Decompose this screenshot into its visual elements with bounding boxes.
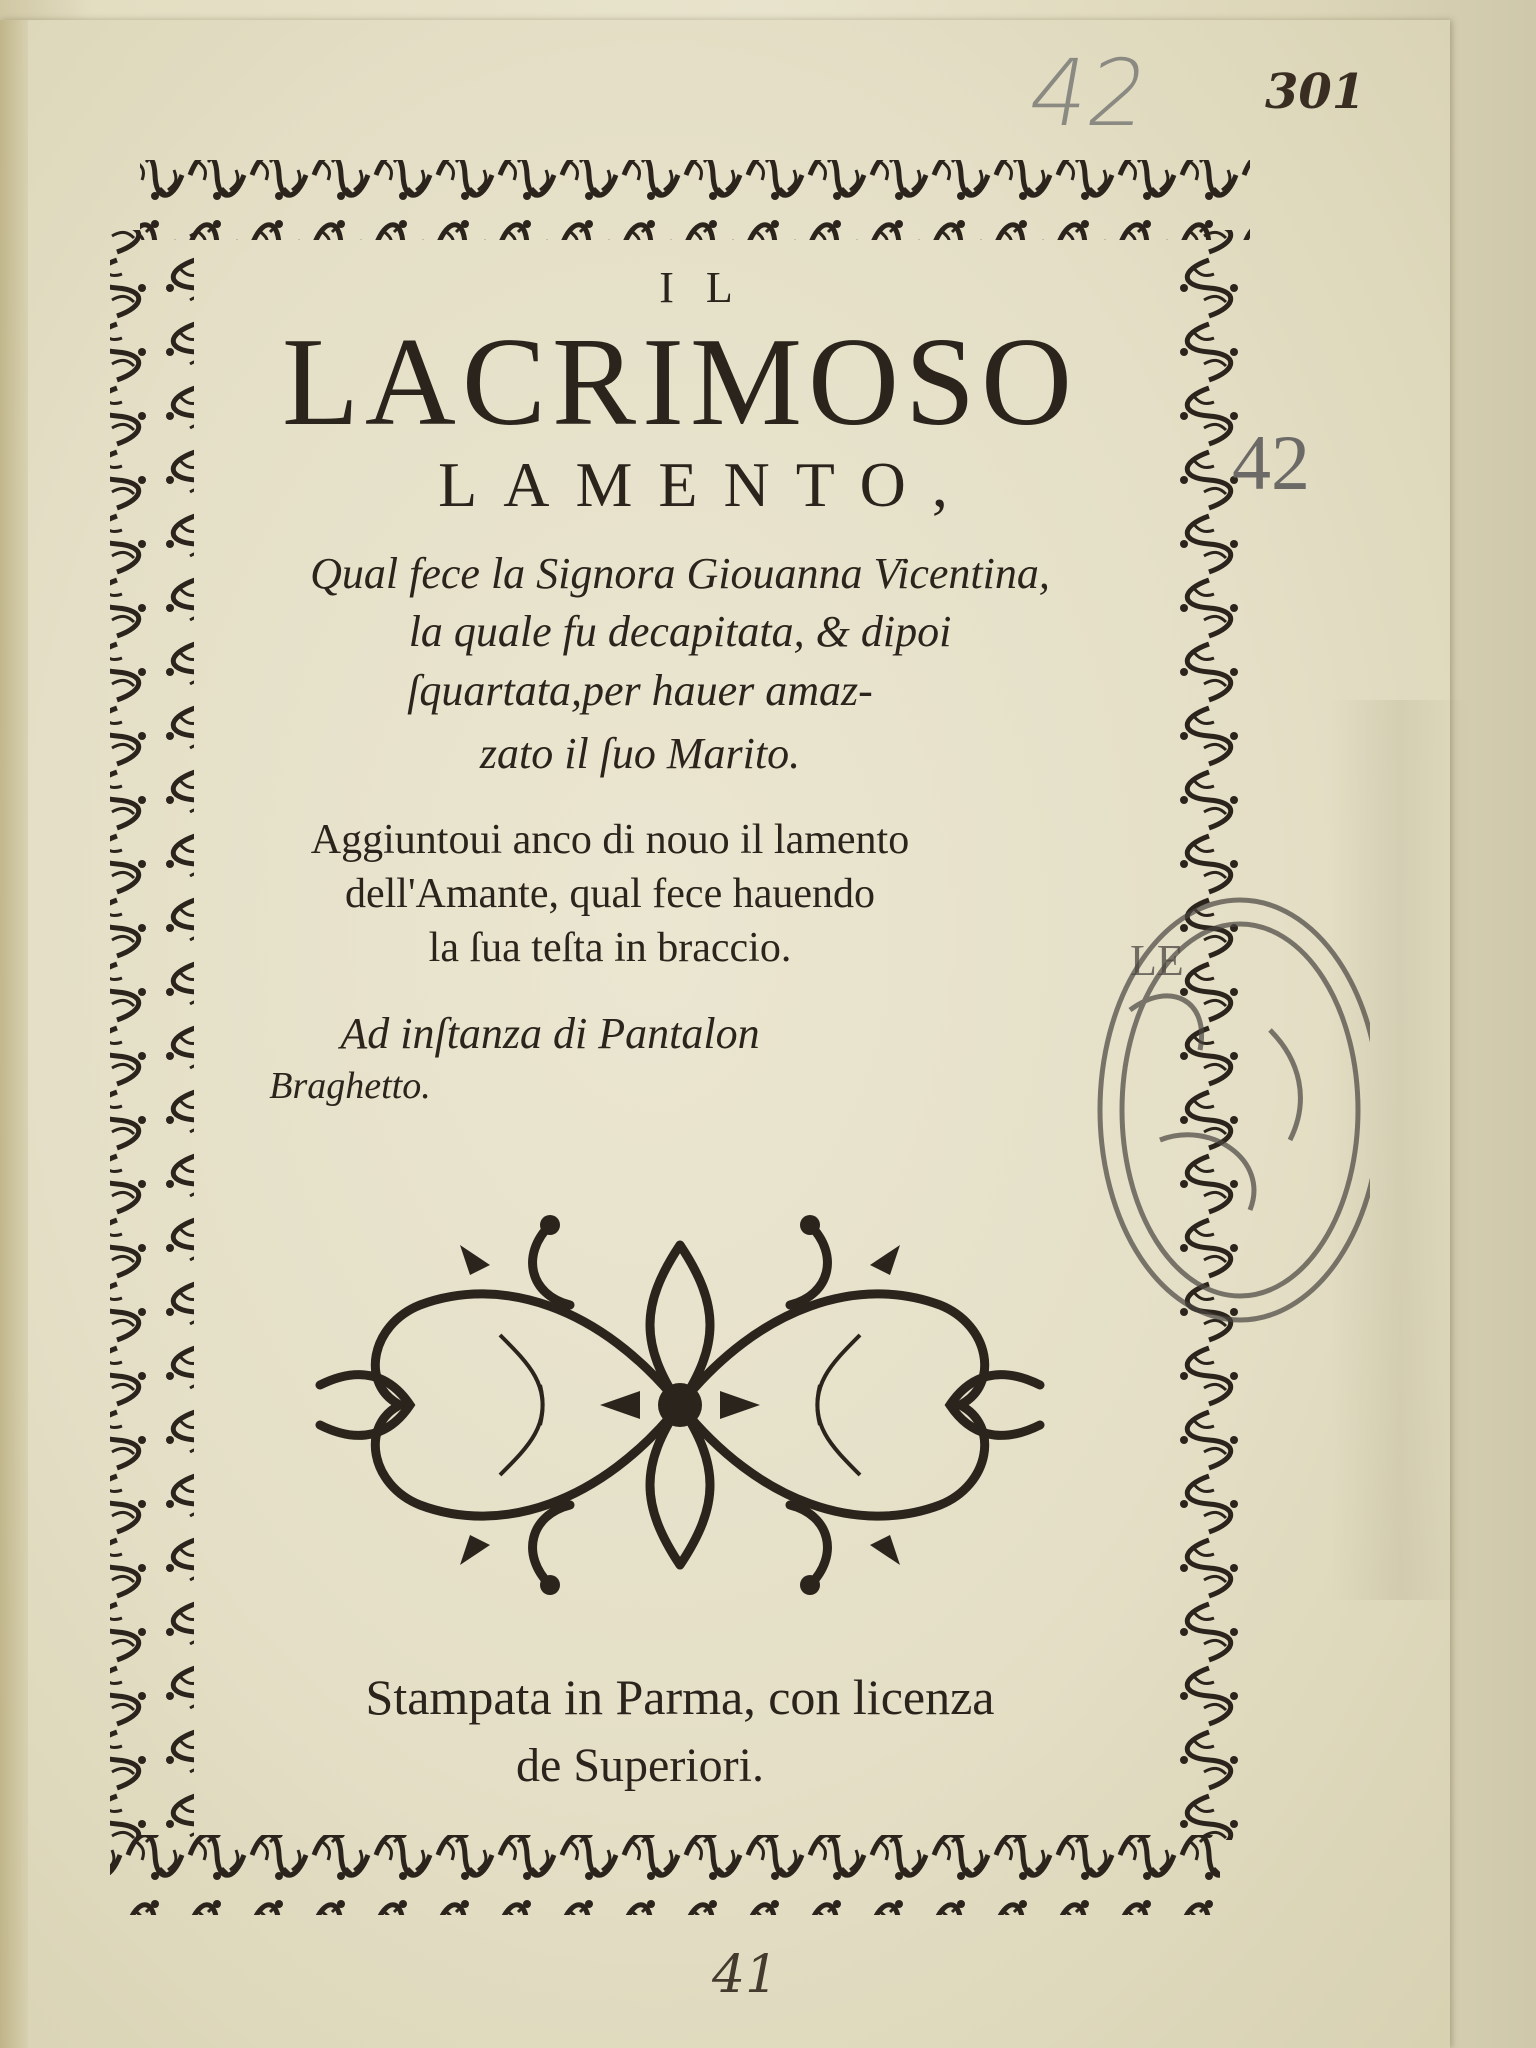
addition-line: la ſua teſta in braccio.	[428, 925, 792, 971]
subtitle-line: la quale fu decapitata, & dipoi	[408, 607, 952, 656]
stamp-text: LE	[1130, 936, 1184, 985]
publisher-line: Braghetto.	[269, 1065, 431, 1107]
publisher-line: Ad inſtanza di Pantalon	[340, 1009, 760, 1058]
imprint-line: Stampata in Parma, con licenza	[365, 1669, 995, 1725]
title-line-lacrimoso: LACRIMOSO	[281, 313, 1079, 452]
ink-page-number: 41	[712, 1945, 779, 2005]
title-line-il: IL	[659, 263, 765, 312]
imprint-line: de Superiori.	[516, 1739, 764, 1792]
subtitle-line: Qual fece la Signora Giouanna Vicentina,	[310, 549, 1050, 598]
pencil-shelfmark: 42	[1020, 40, 1157, 147]
ink-folio-number: 301	[1265, 64, 1366, 120]
subtitle-line: ſquartata,per hauer amaz-	[407, 666, 873, 715]
library-stamp	[1070, 880, 1370, 1340]
subtitle-line: zato il ſuo Marito.	[479, 729, 801, 778]
title-line-lamento: LAMENTO,	[438, 449, 974, 520]
addition-line: Aggiuntoui anco di nouo il lamento	[310, 817, 910, 863]
stamped-number: 42	[1232, 419, 1310, 506]
addition-line: dell'Amante, qual fece hauendo	[344, 871, 875, 917]
printers-ornament	[300, 1185, 1060, 1625]
